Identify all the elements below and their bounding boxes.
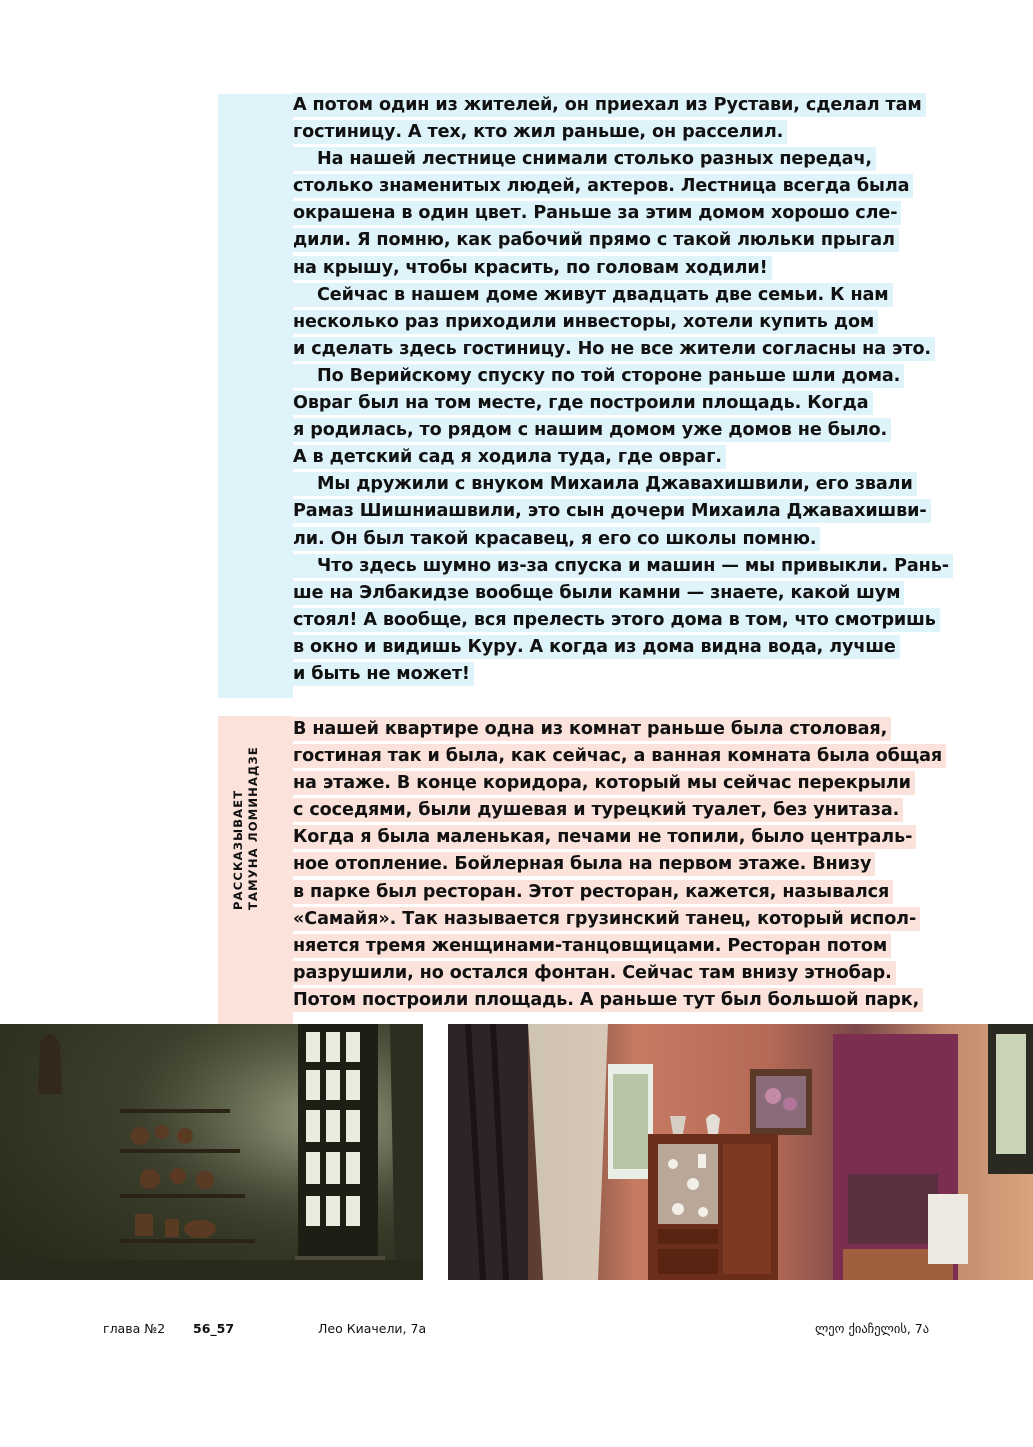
- text-line: [293, 363, 993, 390]
- text-line: [293, 933, 993, 960]
- text-line: [293, 200, 993, 227]
- text-line: [293, 634, 993, 661]
- text-line: [293, 661, 993, 688]
- text-line-content: несколько раз приходили инвесторы, хотели купить дом: [293, 310, 878, 334]
- text-line: [293, 716, 993, 743]
- text-line: [293, 119, 993, 146]
- text-line: [293, 336, 993, 363]
- text-line-content: дили. Я помню, как рабочий прямо с такой люльки прыгал: [293, 228, 899, 252]
- text-line: [293, 770, 993, 797]
- text-line-content: с соседями, были душевая и турецкий туалет, без унитаза.: [293, 798, 903, 822]
- text-line-content: на крышу, чтобы красить, по головам ходили!: [293, 256, 772, 280]
- kitchen-illustration: [0, 1024, 423, 1280]
- photo-interior-cabinet: [448, 1024, 1033, 1280]
- text-line: [293, 173, 993, 200]
- text-line: [293, 309, 993, 336]
- text-line-content: ше на Элбакидзе вообще были камни — знаете, какой шум: [293, 581, 904, 605]
- footer-address-ka: ლეო ქიაჩელის, 7ა: [815, 1321, 930, 1336]
- text-line: [293, 227, 993, 254]
- footer-page-numbers: 56_57: [193, 1321, 235, 1336]
- side-label-line-2: ТАМУНА ЛОМИНАДЗЕ: [246, 746, 260, 910]
- text-line-content: разрушили, но остался фонтан. Сейчас там внизу этнобар.: [293, 961, 896, 985]
- side-label-line-1: РАССКАЗЫВАЕТ: [231, 789, 245, 910]
- blue-band: [218, 94, 293, 698]
- text-line-content: окрашена в один цвет. Раньше за этим домом хорошо сле-: [293, 201, 901, 225]
- text-line-content: А в детский сад я ходила туда, где овраг.: [293, 445, 726, 469]
- text-line-content: ное отопление. Бойлерная была на первом этаже. Внизу: [293, 852, 875, 876]
- text-line-content: Потом построили площадь. А раньше тут был большой парк,: [293, 988, 923, 1012]
- text-line-content: По Верийскому спуску по той стороне раньше шли дома.: [293, 364, 904, 388]
- text-line: [293, 607, 993, 634]
- footer-address-ru: Лео Киачели, 7а: [318, 1321, 427, 1336]
- text-line-content: На нашей лестнице снимали столько разных передач,: [293, 147, 876, 171]
- text-line-content: и сделать здесь гостиницу. Но не все жители согласны на это.: [293, 337, 935, 361]
- text-line-content: и быть не может!: [293, 662, 474, 686]
- text-line-content: гостиная так и была, как сейчас, а ванная комната была общая: [293, 744, 946, 768]
- text-line: [293, 553, 993, 580]
- text-line-content: Овраг был на том месте, где построили площадь. Когда: [293, 391, 873, 415]
- article-block-2: [293, 716, 993, 1014]
- text-line: [293, 743, 993, 770]
- text-line-content: гостиницу. А тех, кто жил раньше, он расселил.: [293, 120, 787, 144]
- text-line: [293, 960, 993, 987]
- text-line-content: «Самайя». Так называется грузинский танец, который испол-: [293, 907, 920, 931]
- text-line: [293, 92, 993, 119]
- text-line: [293, 498, 993, 525]
- text-line-content: в окно и видишь Куру. А когда из дома видна вода, лучше: [293, 635, 900, 659]
- text-line-content: Что здесь шумно из-за спуска и машин — мы привыкли. Рань-: [293, 554, 953, 578]
- text-line: [293, 146, 993, 173]
- text-line: [293, 471, 993, 498]
- text-line: [293, 444, 993, 471]
- text-line: [293, 879, 993, 906]
- text-line: [293, 417, 993, 444]
- text-line: [293, 255, 993, 282]
- text-line-content: Сейчас в нашем доме живут двадцать две семьи. К нам: [293, 283, 893, 307]
- text-line: [293, 282, 993, 309]
- interior-illustration: [448, 1024, 1033, 1280]
- text-line-content: в парке был ресторан. Этот ресторан, кажется, назывался: [293, 880, 893, 904]
- text-line: [293, 580, 993, 607]
- text-line: [293, 390, 993, 417]
- text-line-content: А потом один из жителей, он приехал из Рустави, сделал там: [293, 93, 926, 117]
- side-label: [231, 746, 261, 910]
- text-line-content: стоял! А вообще, вся прелесть этого дома в том, что смотришь: [293, 608, 940, 632]
- text-line-content: столько знаменитых людей, актеров. Лестница всегда была: [293, 174, 913, 198]
- text-line: [293, 987, 993, 1014]
- text-line: [293, 851, 993, 878]
- photo-kitchen-window: [0, 1024, 423, 1280]
- text-line-content: Мы дружили с внуком Михаила Джавахишвили, его звали: [293, 472, 917, 496]
- footer-chapter: глава №2: [103, 1321, 166, 1336]
- text-line-content: Рамаз Шишниашвили, это сын дочери Михаила Джавахишви-: [293, 499, 931, 523]
- text-line-content: я родилась, то рядом с нашим домом уже домов не было.: [293, 418, 891, 442]
- text-line: [293, 824, 993, 851]
- text-line: [293, 526, 993, 553]
- text-line-content: няется тремя женщинами-танцовщицами. Ресторан потом: [293, 934, 891, 958]
- text-line-content: Когда я была маленькая, печами не топили, было централь-: [293, 825, 916, 849]
- text-line-content: В нашей квартире одна из комнат раньше была столовая,: [293, 717, 891, 741]
- text-line-content: на этаже. В конце коридора, который мы сейчас перекрыли: [293, 771, 915, 795]
- text-line: [293, 797, 993, 824]
- text-line: [293, 906, 993, 933]
- text-line-content: ли. Он был такой красавец, я его со школы помню.: [293, 527, 820, 551]
- article-block-1: [293, 92, 993, 688]
